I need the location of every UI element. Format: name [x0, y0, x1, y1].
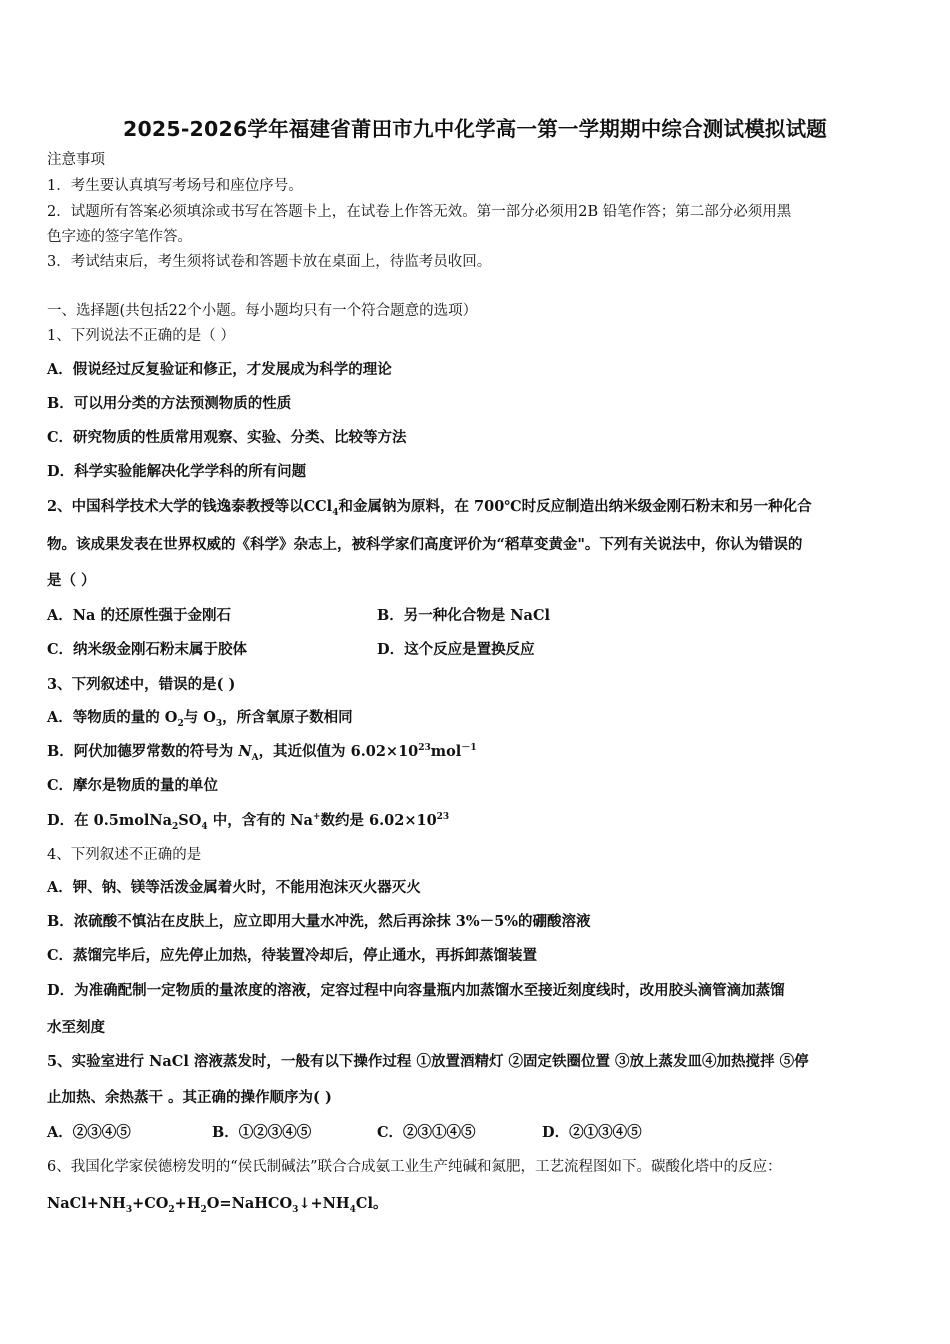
section-heading: 一、选择题(共包括22个小题。每小题均只有一个符合题意的选项）	[47, 303, 478, 319]
notice-item-2-cont: 色字迹的签字笔作答。	[47, 229, 192, 245]
q2-ccl-sub: 4	[332, 507, 339, 518]
q3-d-text4: 数约是 6.02×10	[320, 812, 437, 829]
q6-eq-s4: 3	[292, 1204, 299, 1215]
q2-ccl: CCl	[303, 498, 333, 515]
q5-option-d: D．②①③④⑤	[542, 1124, 642, 1141]
q6-eq-b: +CO	[132, 1195, 169, 1212]
q2-temp: 700℃	[474, 498, 522, 515]
q1-option-d: D．科学实验能解决化学学科的所有问题	[47, 463, 307, 480]
q6-eq-f: Cl。	[355, 1195, 388, 1212]
q4-option-b: B．浓硫酸不慎沾在皮肤上，应立即用大量水冲洗，然后再涂抹 3%－5%的硼酸溶液	[47, 913, 591, 930]
q1-option-a: A．假说经过反复验证和修正，才发展成为科学的理论	[47, 361, 392, 378]
q4-option-a: A．钾、钠、镁等活泼金属着火时，不能用泡沫灭火器灭火	[47, 879, 421, 896]
q2-option-d: D．这个反应是置换反应	[377, 641, 535, 658]
q2-option-b: B．另一种化合物是 NaCl	[377, 607, 551, 624]
q3-b-text2: ，其近似值为 6.02×10	[258, 743, 419, 760]
q6-eq-c: +H	[174, 1195, 201, 1212]
q3-d-sub2: 4	[201, 821, 208, 832]
q3-b-nsub: A	[251, 752, 259, 763]
q2-stem-line2: 物。该成果发表在世界权威的《科学》杂志上，被科学家们高度评价为“稻草变黄金"。下列有关说法中，你认为错误的	[47, 536, 803, 553]
q5-stem-b: 溶液蒸发时，一般有以下操作过程 ①放置酒精灯 ②固定铁圈位置 ③放上蒸发皿④加热搅拌 ⑤停	[188, 1053, 809, 1070]
q2-stem-b: 和金属钠为原料，在	[338, 498, 469, 515]
q2-option-a: A．Na 的还原性强于金刚石	[47, 607, 231, 624]
q5-stem-line1	[47, 1052, 809, 1072]
notice-heading: 注意事项	[47, 152, 105, 168]
q6-eq-d: O=NaHCO	[206, 1195, 293, 1212]
q3-b-text3: mol	[430, 743, 462, 760]
exam-title: 2025-2026学年福建省莆田市九中化学高一第一学期期中综合测试模拟试题	[122, 117, 828, 141]
q5-option-a: A．②③④⑤	[47, 1124, 131, 1141]
q3-a-sub1: 2	[177, 718, 184, 729]
q4-option-d: D．为准确配制一定物质的量浓度的溶液，定容过程中向容量瓶内加蒸馏水至接近刻度线时，改用胶头滴管滴加蒸馏	[47, 982, 785, 999]
q3-b-n: N	[238, 743, 252, 760]
notice-item-3: 3．考试结束后，考生须将试卷和答题卡放在桌面上，待监考员收回。	[47, 254, 492, 270]
q1-option-c: C．研究物质的性质常用观察、实验、分类、比较等方法	[47, 429, 407, 446]
q2-stem-line1	[47, 497, 812, 517]
q1-option-b: B．可以用分类的方法预测物质的性质	[47, 395, 292, 412]
q3-a-text2: 与 O	[183, 709, 216, 726]
q3-b-sup: 23	[418, 743, 431, 754]
q3-d-text2: SO	[178, 812, 202, 829]
q6-stem: 6、我国化学家侯德榜发明的“侯氏制碱法”联合合成氨工业生产纯碱和氮肥，工艺流程图如下。碳酸化塔中的反应：	[47, 1159, 782, 1175]
q3-stem: 3、下列叙述中，错误的是( )	[47, 676, 236, 693]
q6-eq-s2: 2	[168, 1204, 175, 1215]
q3-b-sup2: －1	[461, 743, 477, 754]
q3-a-sub2: 3	[215, 718, 223, 729]
notice-item-2: 2．试题所有答案必须填涂或书写在答题卡上，在试卷上作答无效。第一部分必须用2B 铅笔作答；第二部分必须用黑	[47, 204, 792, 220]
q3-option-c: C．摩尔是物质的量的单位	[47, 777, 219, 794]
q1-stem: 1、下列说法不正确的是（ ）	[47, 328, 235, 344]
q3-d-sup2: 23	[436, 812, 450, 823]
q3-b-text1: B．阿伏加德罗常数的符号为	[47, 743, 239, 760]
q4-option-d-cont: 水至刻度	[47, 1019, 105, 1036]
q2-option-c: C．纳米级金刚石粉末属于胶体	[47, 641, 248, 658]
q3-option-a	[47, 708, 353, 728]
q3-option-d	[47, 811, 449, 831]
q5-option-c: C．②③①④⑤	[377, 1124, 476, 1141]
q4-option-c: C．蒸馏完毕后，应先停止加热，待装置冷却后，停止通水，再拆卸蒸馏装置	[47, 947, 538, 964]
q6-eq-s3: 2	[200, 1204, 207, 1215]
q3-d-sup: +	[312, 812, 321, 823]
q5-nacl: NaCl	[149, 1053, 189, 1070]
q6-eq-a: NaCl+NH	[47, 1195, 126, 1212]
q2-stem-a: 2、中国科学技术大学的钱逸泰教授等以	[47, 498, 304, 515]
q6-eq-s5: 4	[349, 1204, 356, 1215]
q2-stem-line3: 是（ ）	[47, 572, 96, 589]
q4-stem: 4、下列叙述不正确的是	[47, 847, 202, 863]
q3-d-text1: D．在 0.5molNa	[47, 812, 173, 829]
q3-option-b	[47, 742, 477, 762]
q6-eq-s1: 3	[125, 1204, 133, 1215]
q5-option-b: B．①②③④⑤	[212, 1124, 312, 1141]
q3-a-text3: ，所含氧原子数相同	[222, 709, 353, 726]
q2-stem-c: 时反应制造出纳米级金刚石粉末和另一种化合	[521, 498, 812, 515]
q3-d-sub1: 2	[172, 821, 179, 832]
q3-a-text1: A．等物质的量的 O	[47, 709, 178, 726]
q5-stem-a: 5、实验室进行	[47, 1053, 150, 1070]
notice-item-1: 1．考生要认真填写考场号和座位序号。	[47, 178, 303, 194]
q6-equation	[47, 1194, 387, 1214]
q3-d-text3: 中，含有的 Na	[207, 812, 313, 829]
q5-stem-line2: 止加热、余热蒸干 。其正确的操作顺序为( )	[47, 1089, 332, 1106]
q6-eq-e: ↓+NH	[298, 1195, 350, 1212]
